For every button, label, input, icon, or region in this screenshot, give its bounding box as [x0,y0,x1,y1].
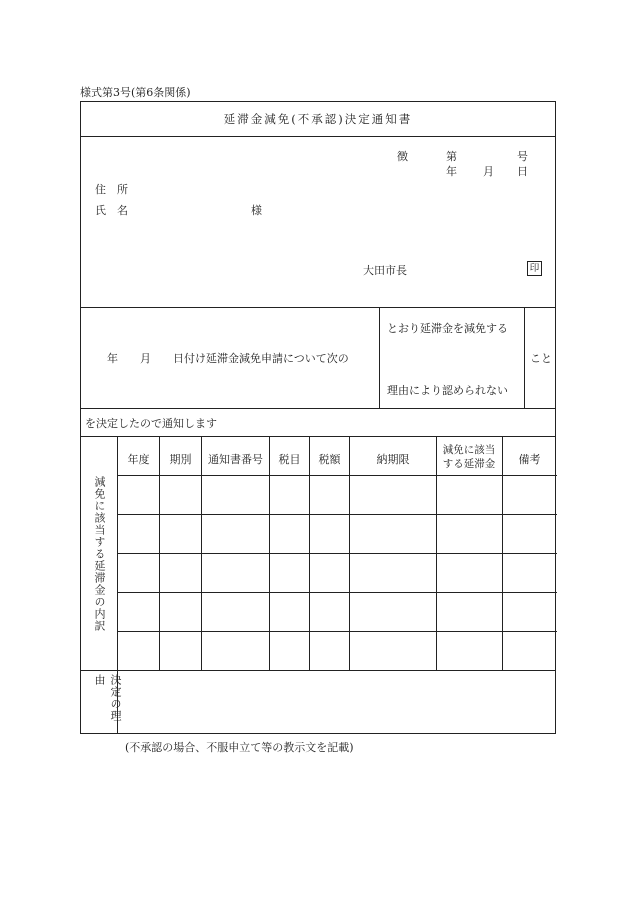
seal-mark: 印 [527,261,542,276]
header-remarks: 備考 [518,453,541,466]
option-approve: とおり延滞金を減免する [387,322,508,335]
notice-dai: 第 [446,150,457,163]
header-nendo: 年度 [127,453,150,466]
option-reject: 理由により認められない [387,384,508,397]
divider [117,475,557,476]
form-number-label: 様式第3号(第6条関係) [80,86,191,99]
date-month: 月 [483,165,494,178]
date-year: 年 [446,165,457,178]
divider [81,307,555,308]
application-text: 年 月 日付け延滞金減免申請について次の [107,352,349,365]
divider [81,436,555,437]
header-reduced-delinquency: 減免に該当する延滞金 [442,444,496,470]
breakdown-side-label: 減免に該当する延滞金の内訳 [93,476,106,632]
reason-label: 決定の理由 [93,674,122,722]
issuer-name: 大田市長 [363,264,407,277]
divider [81,136,555,137]
divider [81,408,555,409]
header-tax-amount: 税額 [318,453,341,466]
divider [117,631,557,632]
divider [117,592,557,593]
divider [379,307,380,408]
notice-form [80,101,556,734]
divider [117,514,557,515]
decision-statement: を決定したので通知します [85,417,217,430]
name-label: 氏 名 [95,204,128,217]
divider [524,307,525,408]
form-title: 延滞金減免(不承認)決定通知書 [223,112,413,126]
header-notice-number: 通知書番号 [208,453,263,466]
koto-text: こと [530,352,552,365]
header-tax-item: 税目 [278,453,301,466]
honorific-sama: 様 [251,204,262,217]
header-due-date: 納期限 [376,453,410,466]
header-kibetsu: 期別 [169,453,192,466]
divider [117,553,557,554]
notice-go: 号 [517,150,528,163]
footnote: (不承認の場合、不服申立て等の教示文を記載) [125,741,354,754]
notice-prefix: 徴 [397,150,408,163]
address-label: 住 所 [95,183,128,196]
date-day: 日 [517,165,528,178]
divider [81,670,555,671]
